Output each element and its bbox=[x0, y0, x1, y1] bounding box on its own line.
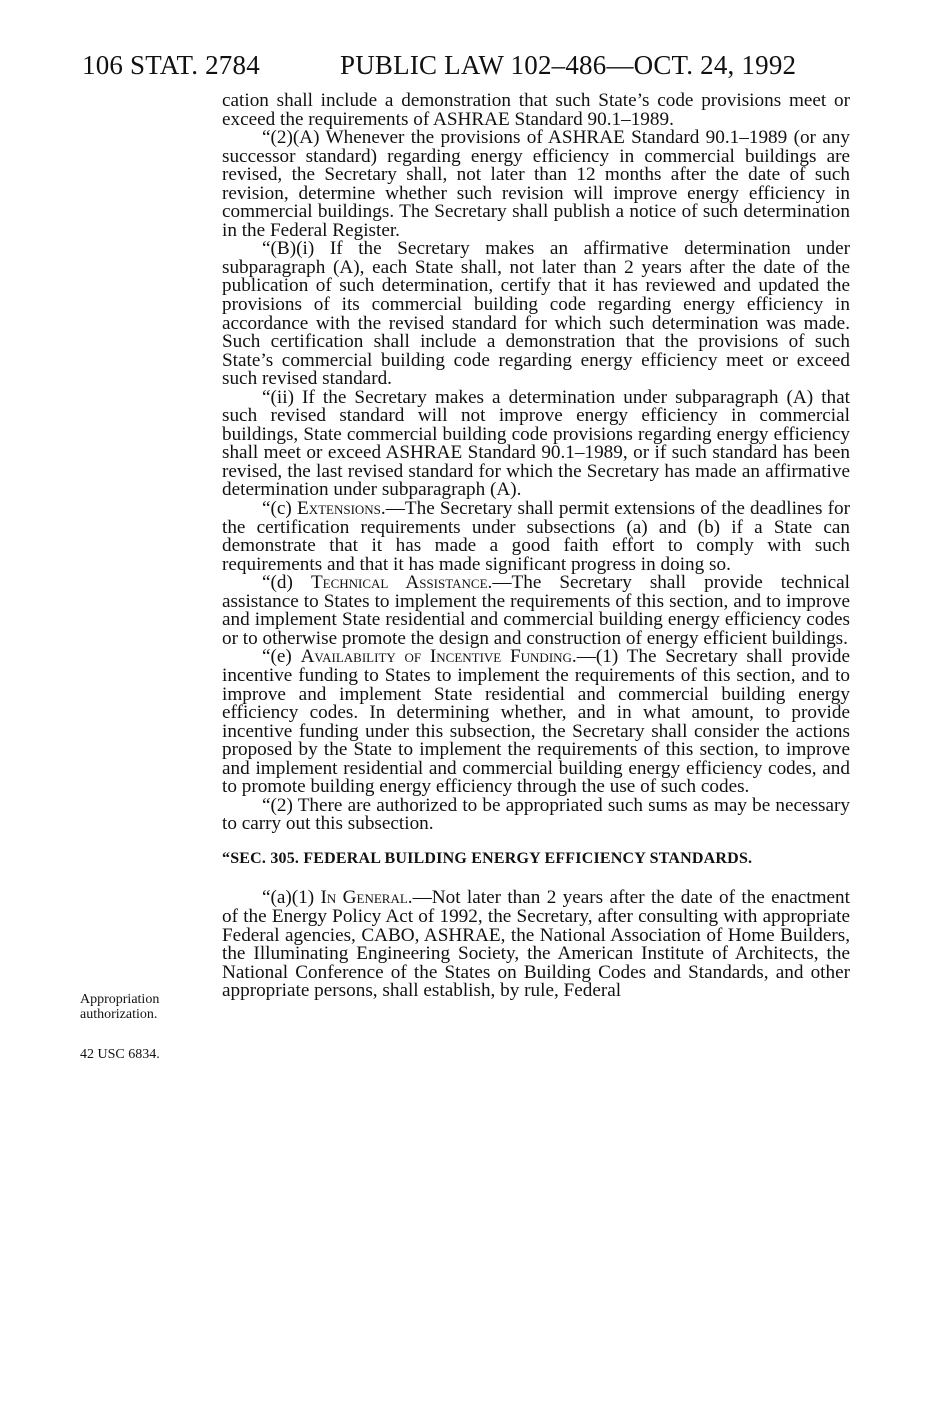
paragraph-e2-appropriation: “(2) There are authorized to be appropriated such sums as may be necessary to carry out this subsection. bbox=[222, 794, 850, 835]
body-text bbox=[222, 92, 850, 1001]
paragraph-a1-text: —Not later than 2 years after the date of the enactment of the Energy Policy Act of 1992, the Secretary, after consulting with appropriate Federal agencies, CABO, ASHRAE, the National Association of Home Builders, the Illuminating Engineering Society, the American Institute of Architects, the National Conference of the States on Building Codes and Standards, and other appropriate persons, shall establish, by rule, Federal bbox=[222, 887, 850, 1002]
paragraph-c-lead: “(c) bbox=[262, 498, 297, 520]
paragraph-d-heading: Technical Assistance. bbox=[310, 572, 493, 594]
paragraph-e-text: —(1) The Secretary shall provide incentive funding to States to implement the requirements of this section, and to improve and implement State residential and commercial building energy efficiency codes. In determining whether, and in what amount, to provide incentive funding under this subsection, the Secretary shall consider the actions proposed by the State to implement the requirements of this section, to improve and implement residential and commercial building energy efficiency codes, and to promote building energy efficiency through the use of such codes. bbox=[222, 646, 851, 798]
paragraph-2b-i: “(B)(i) If the Secretary makes an affirmative determination under subparagraph (A), each State shall, not later than 2 years after the date of the publication of such determination, certify that it has reviewed and updated the provisions of its commercial building code regarding energy efficiency in accordance with the revised standard for which such determination was made. Such certification shall include a demonstration that the provisions of such State’s commercial building code regarding energy efficiency meet or exceed such revised standard. bbox=[222, 238, 850, 390]
stat-page-number: 106 STAT. 2784 bbox=[82, 50, 260, 80]
public-law-citation: PUBLIC LAW 102–486—OCT. 24, 1992 bbox=[340, 50, 797, 80]
paragraph-a1-in-general bbox=[222, 889, 850, 1000]
paragraph-c-heading: Extensions. bbox=[296, 498, 386, 520]
margin-note-usc: 42 USC 6834. bbox=[80, 1047, 160, 1062]
paragraph-2b-ii: “(ii) If the Secretary makes a determination under subparagraph (A) that such revised standard will not improve energy efficiency in commercial buildings, State commercial building code provisions regarding energy efficiency shall meet or exceed ASHRAE Standard 90.1–1989, or if such standard has been revised, the last revised standard for which the Secretary has made an affirmative determination under subparagraph (A). bbox=[222, 386, 850, 501]
paragraph-d-text: —The Secretary shall provide technical assistance to States to implement the requirements of this section, and to improve and implement State residential and commercial building energy efficiency codes or to otherwise promote the design and construction of energy efficient buildings. bbox=[222, 572, 851, 649]
paragraph-a1-lead: “(a)(1) bbox=[262, 887, 321, 909]
paragraph-2a: “(2)(A) Whenever the provisions of ASHRAE Standard 90.1–1989 (or any successor standard) regarding energy efficiency in commercial buildings are revised, the Secretary shall, not later than 12 months after the date of such revision, determine whether such revision will improve energy efficiency in commercial buildings. The Secretary shall publish a notice of such determination in the Federal Register. bbox=[222, 127, 850, 241]
paragraph-e-lead: “(e) bbox=[262, 646, 301, 668]
page-header bbox=[82, 44, 852, 84]
margin-note-appropriation: Appropriation authorization. bbox=[80, 992, 160, 1022]
paragraph-c-extensions bbox=[222, 500, 850, 574]
paragraph-d-technical-assistance bbox=[222, 574, 850, 648]
paragraph-c-text: —The Secretary shall permit extensions of the deadlines for the certification requirements under subsections (a) and (b) if a State can demonstrate that it has made a good faith effort to comply with such requirements and that it has made significant progress in doing so. bbox=[222, 498, 850, 575]
paragraph-e-incentive-funding bbox=[222, 648, 850, 796]
section-305-heading: “SEC. 305. FEDERAL BUILDING ENERGY EFFICIENCY STANDARDS. bbox=[222, 849, 753, 867]
paragraph-e-heading: Availability of Incentive Funding. bbox=[300, 646, 577, 668]
paragraph-continuation: cation shall include a demonstration that such State’s code provisions meet or exceed the requirements of ASHRAE Standard 90.1–1989. bbox=[222, 90, 850, 130]
paragraph-a1-heading: In General. bbox=[320, 887, 413, 909]
paragraph-d-lead: “(d) bbox=[262, 572, 311, 594]
